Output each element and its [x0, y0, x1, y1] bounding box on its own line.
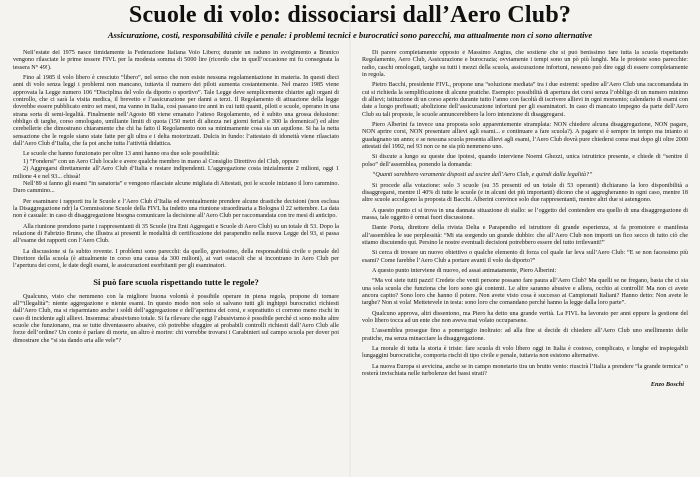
body-paragraph: Le scuole che hanno funzionato per oltre 13 anni hanno ora due sole possibilità: — [23, 151, 220, 158]
body-paragraph: Si procede alla votazione: solo 3 scuole (su 35 presenti ed un totale di 53 operanti) dichiarano la loro disponibilità a disaggregarsi, mentre il 40% di tutte le scuole (e in alcuni dei più importanti) dicono che si aggregheranno in ogni caso, mentre 18 altre scuole accolgono la proposta di Bacchi. Alberini convince solo due rappresentanti, mentre altri due si astengono. — [362, 182, 688, 204]
body-paragraph: A questo punto ci si trova in una dannata situazione di stallo: se l’oggetto del contendere era quello di una disaggregazione di massa, tale oggetto è ormai fuori discussione. — [362, 207, 688, 221]
right-column — [362, 50, 688, 474]
author-signature: Enzo Boschi — [650, 381, 684, 389]
body-paragraph: Fino al 1985 il volo libero è cresciuto “libero”, nel senso che non esiste nessuna regolamentazione in materia. In questi dieci anni di volo senza leggi i problemi non mancano, tuttavia il numero dei piloti aumenta costantemente. Nel marzo 1985 viene approvata la Legge numero 106 “Disciplina del volo da diporto o sportivo”. Tale Legge deve semplicemente chiarire agli organi di controllo, che ci sarà la visita medica, il brevetto e l’assicurazione per danni a terzi. Il Regolamento di attuazione della legge dovrebbe essere pubblicato entro sei mesi, ma vanno in Italia, così passano tre anni in cui tutti quanti, piloti e scuole, operano in una strana sorta di semi-legalità. Finalmente nell’Agosto 88 viene emanato l’atteso Regolamento, ed è subito una grossa delusione: obbligo di targhe, corso omologato, umiliante limiti di quota (150 metri di altezza nei giorni feriali e 300 la domenica!) ed altre cerebellerie che dimostrano chiaramente che chi ha fatto il Regolamento non sa minimamente cosa sia un aquilone. Si ha la netta sensazione che le regole siano state fatte per gli ultra e i delta motorizzati. Dulcis in fundo: l’attestato di idoneità viene rilasciato dall’Aero Club d’Italia, che fa poi anche tutta l’attività didattica. — [13, 75, 339, 148]
article-subheadline: Assicurazione, costi, responsabilità civile e penale: i problemi tecnici e burocratici sono parecchi, ma attualmente non ci sono alternative — [107, 30, 593, 40]
body-paragraph: Alla riunione prendono parte i rappresentanti di 35 Scuole (tra Enti Aggregati e Scuole di Aero Club) su un totale di 53. Dopo la relazione di Fabrizio Bruno, che illustra ai presenti le modalità di certificazione dei parapendio nella nuova Legge del 93, si passa all’esame dei rapporti con l’Aero Club. — [13, 223, 339, 245]
body-paragraph: 1) “Fondersi” con un Aero Club locale e avere qualche membro in mano al Consiglio Direttivo del Club, oppure — [23, 158, 299, 165]
body-paragraph: L’assemblea prosegue fino a pomeriggio inoltrato: ad alla fine si decide di chiedere all’Aero Club uno snellimento delle pratiche, ma senza minacciare la disaggregazione. — [362, 328, 688, 342]
body-paragraph: Nell’estate del 1975 nasce timidamente la Federazione Italiana Volo Libero; durante un raduno in svolgimento a Brunico vengono rilasciate le prime tessere FIVL per la modesta somma di 5000 lire (ricordo che in quell’occasione mi fu consegnata la tessera N° 49!). — [13, 50, 339, 71]
article-headline: Scuole di volo: dissociarsi dall’Aero Club? — [128, 2, 572, 28]
pull-quote: “Quanti sarebbero veramente disposti ad uscire dall’Aero Club, e quindi dalla legalità?” — [372, 172, 593, 179]
body-paragraph: La morale di tutta la storia è triste: fare scuola di volo libero oggi in Italia è costoso, complicato, e lunghe ed inspiegabili lungaggini burocratiche, comporta rischi di tipo civile e penale, tuttavia non esistono alternative. — [362, 346, 688, 360]
body-paragraph: Si discute a lungo su queste due ipotesi, quando interviene Noemi Ghezzi, unica istruttrice presente, e chiede di “sentire il polso” dell’assemblea, ponendo la domanda: — [362, 154, 688, 168]
page-fold — [349, 0, 351, 477]
body-paragraph: Si cerca di trovare un nuovo obiettivo o qualche elemento di forza col quale far leva sull’Aero Club: “E se non facessimo più esami? Come farebbe l’Aero Club a portare avanti il volo da diporto?” — [362, 250, 688, 264]
body-paragraph: “Ma voi siete tutti pazzi! Credete che venti persone possano fare paura all’Aero Club? Ma quelli se ne fregano, basta che ci sia una sola scuola che funziona che loro sono già contenti. Le altre saranno abusive e allora, occhio ai controlli! Ma non ci avete ancora capito? Sono loro che hanno il potere. Non avete visto cosa è successo ai Campionati Italiani? Hanno detto: Non avete le targhe? Non si vola! Mettetevele in testa: sono loro che comandano perché hanno la legge dalla loro parte”. — [362, 278, 688, 307]
body-paragraph: Nell’89 si fanno gli esami “in sanatoria” e vengono rilasciate alcune migliaia di Attestati, poi le scuole iniziano il loro cammino. Duro cammino... — [13, 180, 339, 195]
body-paragraph: 2) Aggregarsi direttamente all’Aero Club d’Italia e restare indipendenti. L’aggregazione costa inizialmente 2 milioni, oggi 1 milione 4 e nel 93... chissà! — [13, 166, 339, 180]
body-paragraph: Di parere completamente opposto è Massimo Angius, che sostiene che si può benissimo fare tutta la scuola rispettando Regolamento, Aero Club, Assicurazione e burocrazia; ovviamente i tempi sono un pò più lunghi. Ma le proteste sono parecchie: radio, caschi omologati, targhe su tutti i mezzi della scuola, assicurazione infortuni, nessuno può dire oggi di essere completamente in regola. — [362, 50, 688, 79]
body-paragraph: La nuova Europa si avvicina, anche se in campo monetario tira un brutto vento: riuscirà l’Italia a prendere “la grande termica” o resterà invischiata nelle turbolenze dei bassi strati? — [362, 363, 688, 378]
body-paragraph: Qualcuno approva, altri dissentono, ma Piero ha detto una grande verità. La FIVL ha lavorato per anni eppure la gestione del volo libero tocca ad un ente che non aveva mai volato occuparsene. — [362, 310, 688, 324]
body-paragraph: Per esaminare i rapporti tra le Scuole e l’Aero Club d’Italia ed eventualmente prendere alcune drastiche decisioni (non esclusa la Disaggregazione ndr) la Commissione Scuole della FIVL ha indetto una riunione straordinaria a Bologna il 22 settembre. La data non è casuale: in caso di disaggregazione bisogna comunicare la decisione all’Aero Club per raccomandata con tre mesi di anticipo. — [13, 198, 339, 220]
body-paragraph: Qualcuno, visto che nemmeno con la migliore buona volontà è possibile operare in piena regola, propone di tornare all’“illegalità”: niente aggregazione e niente esami. In questo modo non solo si salvano tutti gli inghippi burocratici richiesti dall’Aero Club, ma si risparmiano anche i soldi dell’aggregazione e dell’apertura dei corsi, e soprattutto ci corrono meno rischi in caso di incidente agli allievi. Insomma: abusivismo totale. Si fa rilevare che oggi l’abusivismo è possibile perché ci sono molte altre scuole che funzionano, ma se tutte diventassero abusive, ciò potrebbe sfuggire ai probabili controlli richiesti dall’Aero Club alle forze dell’ordine? Un conto è parlare di morte, un altro è morire: chi vorrebbe trovarsi i Carabinieri sul campo scuola per dover poi dimostrare che “si sta dando aria alle vele”? — [13, 293, 339, 344]
section-title: Si può fare scuola rispettando tutte le regole? — [93, 276, 259, 287]
body-paragraph: Pietro Bacchi, presidente FIVL, propone una “soluzione mediata” tra i due estremi: spedire all’Aero Club una raccomandata in cui si richieda la semplificazione di alcune pratiche. Esempio: possibilità di apertura dei corsi senza l’obbligo di un numero minimo di allievi; istituzione di un corso aperto durante tutto l’anno con facoltà di iscrivere allievi in ogni momento; calendario di esami con date a luogo prefissati; abolizione dell’assicurazione infortuni per gli esaminatori. In caso di mancato impegno da parte dell’Aero Club su tali proposte, le scuole annuncerebbero la loro intenzione di disaggregarsi. — [362, 82, 688, 118]
left-column — [13, 50, 339, 474]
body-paragraph: Dante Porta, direttore della rivista Delta e Parapendio ed istruttore di grande esperienza, si fa promotore e manifesta all’assemblea le sue perplessità: “Mi sta sorgendo un grande dubbio: che all’Aero Club non importi un fico secco di tutto ciò che stiamo discutendo qui. Persino le nostre eventuali decisioni potrebbero essere del tutto irrilevanti!” — [362, 225, 688, 246]
body-paragraph: La discussione si fa subito rovente. I problemi sono parecchi: da quello, gravissimo, della responsabilità civile e penale del Direttore della scuola (è attualmente in corso una causa da 300 milioni), ai vari ostacoli che si incontrano in Aero Club per l’apertura dei corsi, le date degli esami, le assicurazioni esorbitanti per gli esaminatori. — [13, 248, 339, 270]
body-paragraph: Piero Alberini fa invece una proposta solo apparentemente stramplata: NON chiedere alcuna disaggregazione, NON pagare, NON aprire corsi, NON presentare allievi agli esami... e continuare a fare scuola?). A pagare si è sempre in tempo ma intanto si guadagnano un anno; e se nessuna scuola presenta allievi agli esami, l’Aero Club dovrà pure chiedersi come mai dopo gli oltre 2000 attestati del 1992, nel 93 non ce ne sia più nemmeno uno. — [362, 122, 688, 151]
body-paragraph: A questo punto interviene di nuovo, ed assai animatamente, Piero Alberini: — [372, 267, 557, 274]
